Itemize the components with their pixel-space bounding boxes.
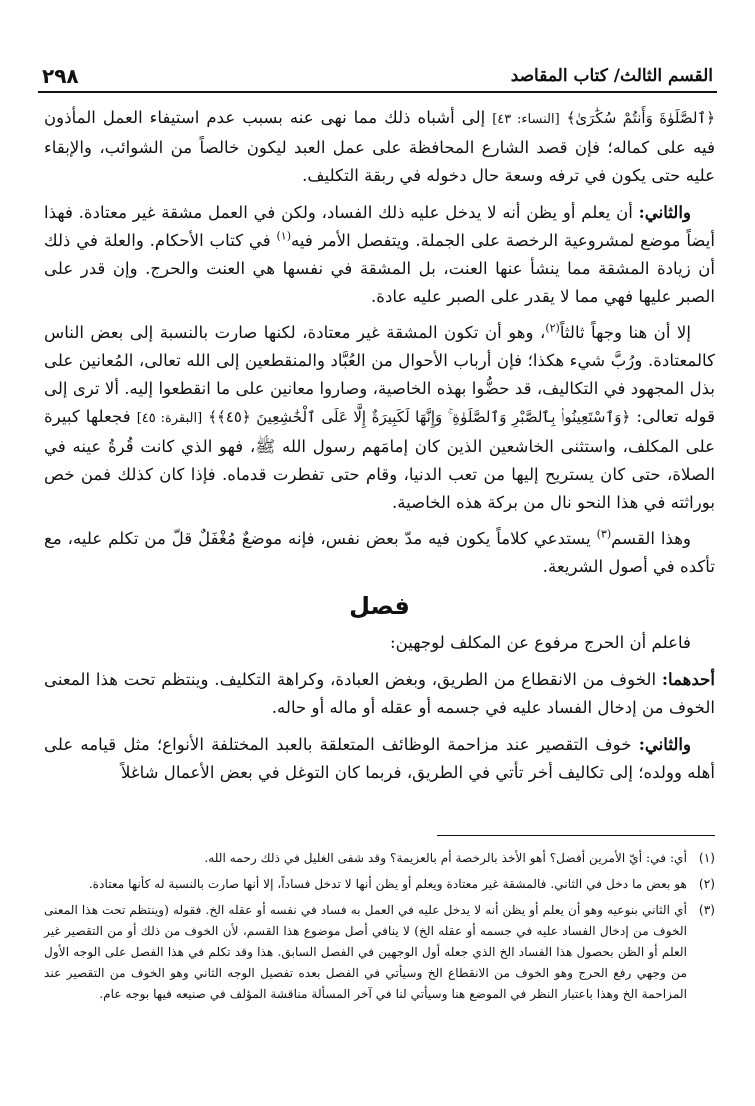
- paragraph-text: فجعلها كبيرة على المكلف، واستثنى الخاشعين الذين كان إمامَهم رسول الله ﷺ، فهو الذي كانت قُرةُ عينه في الصلاة، حتى كان يستريح إليها من تعب الدنيا، وقام حتى تفطرت قدماه. فإذا كان كذلك فمن خص بوراثته في هذا النحو نال من بركة هذه الخاصية.: [44, 407, 715, 512]
- footnote-text: هو بعض ما دخل في الثاني. فالمشقة غير معتادة ويعلم أو يظن أنها لا تدخل فساداً، إلا أنها صارت بالنسبة له كأنها معتادة.: [88, 877, 687, 891]
- footnote-marker[interactable]: (١): [276, 229, 291, 243]
- paragraph-text: إلا أن هنا وجهاً ثالثاً: [559, 323, 691, 342]
- footnote-marker[interactable]: (٣): [596, 527, 612, 541]
- running-title: القسم الثالث/ كتاب المقاصد: [510, 66, 713, 86]
- paragraph-text: في كتاب الأحكام. والعلة في ذلك أن زيادة المشقة مما ينشأ عنها العنت، بل المشقة في نفسها هي العنت والحرج. وإن قدر على الصبر عليها فهي مما لا يقدر على الصبر عليه عادة.: [44, 231, 715, 306]
- footnote-number: (١): [698, 851, 715, 865]
- paragraph-text: إلى أشباه ذلك مما نهى عنه بسبب عدم استيفاء العمل المأذون فيه على كماله؛ فإن قصد الشارع المحافظة على عمل العبد ليكون خالصاً من الشوائب، والإبقاء عليه حتى يكون في ترفه وسعة حال دخوله في ربقة التكليف.: [44, 108, 715, 185]
- footnote-number: (٢): [698, 877, 715, 891]
- verse-reference: [البقرة: ٤٥]: [136, 411, 203, 426]
- header-divider: [38, 91, 717, 93]
- paragraph-text: يستدعي كلاماً يكون فيه مدّ بعض نفس، فإنه موضعٌ مُغْفَلٌ قلّ من تكلم عليه، مع تأكده في أصول الشريعة.: [44, 529, 715, 576]
- paragraph-lead: والثاني:: [638, 734, 692, 754]
- footnote-number: (٣): [698, 903, 715, 917]
- footnote-divider: [437, 835, 715, 836]
- section-intro: فاعلم أن الحرج مرفوع عن المكلف لوجهين:: [390, 633, 691, 652]
- footnote: [44, 848, 715, 869]
- main-text: [44, 104, 715, 795]
- paragraph-3: [44, 319, 715, 517]
- footnote-text: أي الثاني بنوعيه وهو أن يعلم أو يظن أنه لا يدخل عليه في العمل به فساد في نفسه أو عقله الخ. فقوله (وينتظم تحت هذا المعنى الخوف من إدخال الفساد عليه في جسمه أو عقله الخ) لا ينافي أصل موضوع هذا القسم، لأن الخوف من ذلك أو من التقصير غير العلم أو الظن بحصول هذا الفساد الخ الذي جعله أول الوجهين في الفصل السابق. هذا وقد تكلم في هذا الفصل على الوجه الأول من وجهي رفع الحرج وهو الخوف من الانقطاع الخ وسيأتي في الفصل بعده تفصيل الوجه الثاني وهو الخوف من التقصير عند المزاحمة الخ وهذا باعتبار النظر في الموضع هنا وسيأتي لنا في آخر المسألة مناقشة المؤلف في صنيعه فيها بوجه عام.: [44, 903, 687, 1001]
- paragraph-text: الخوف من الانقطاع من الطريق، وبغض العبادة، وكراهة التكليف. وينتظم تحت هذا المعنى الخوف من إدخال الفساد عليه في جسمه أو عقله أو ماله أو حاله.: [44, 670, 715, 717]
- paragraph-text: أن يعلم أو يظن أنه لا يدخل عليه ذلك الفساد، ولكن في العمل مشقة غير معتادة. فهذا أيضاً موضع لمشروعية الرخصة على الجملة. ويتفصل الأمر فيه: [44, 203, 715, 250]
- footnote: [44, 900, 715, 1005]
- paragraph-text: وهذا القسم: [611, 529, 691, 548]
- paragraph-text: خوف التقصير عند مزاحمة الوظائف المتعلقة بالعبد المختلفة الأنواع؛ مثل قيامه على أهله وولده؛ إلى تكاليف أخر تأتي في الطريق، فربما كان التوغل في بعض الأعمال شاغلاً: [44, 735, 715, 782]
- paragraph-text: ، وهو أن تكون المشقة غير معتادة، لكنها صارت بالنسبة إلى بعض الناس كالمعتادة. ورُبَّ شيء هكذا؛ فإن أرباب الأحوال من العُبَّاد والمنقطعين إلى الله تعالى، المُعانين على بذل المجهود في التكاليف، قد حضُّوا بهذه الخاصية، وصاروا معانين على ما انقطعوا إليه. ألا ترى إلى قوله تعالى:: [44, 323, 715, 426]
- footnote: [44, 874, 715, 895]
- footnote-text: أي: في: أيّ الأمرين أفضل؟ أهو الأخذ بالرخصة أم بالعزيمة؟ وقد شفى الغليل في ذلك رحمه الله.: [204, 851, 687, 865]
- section-heading: فصل: [349, 592, 410, 620]
- footnotes: [44, 848, 715, 1010]
- paragraph-2: [44, 198, 715, 311]
- page-number: ٢٩٨: [42, 64, 79, 88]
- page-header: [42, 62, 713, 88]
- section-first-point: [44, 665, 715, 722]
- verse-reference: [النساء: ٤٣]: [492, 112, 560, 127]
- paragraph-4: [44, 525, 715, 581]
- section-second-point: [44, 730, 715, 787]
- paragraph-1: [44, 104, 715, 190]
- paragraph-lead: أحدهما:: [661, 669, 715, 689]
- quran-verse: ﴿وَٱسْتَعِينُوا۟ بِٱلصَّبْرِ وَٱلصَّلَوٰةِ ۚ وَإِنَّهَا لَكَبِيرَةٌ إِلَّا عَلَى ٱلْخَٰشِعِينَ ﴿٤٥﴾﴾: [208, 408, 631, 426]
- footnote-marker[interactable]: (٢): [545, 321, 560, 335]
- paragraph-lead: والثاني:: [638, 202, 691, 222]
- quran-verse: ﴿ٱلصَّلَوٰةَ وَأَنتُمْ سُكَٰرَىٰ﴾: [566, 109, 715, 127]
